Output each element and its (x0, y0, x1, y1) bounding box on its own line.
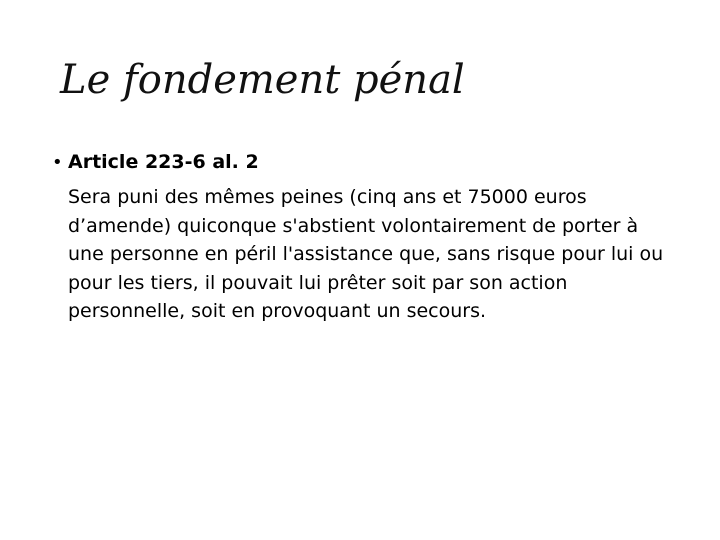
article-text: Sera puni des mêmes peines (cinq ans et 75000 euros d’amende) quiconque s'abstient volontairement de porter à une personne en péril l'assistance que, sans risque pour lui ou pour les tiers, il pouvait lui prêter soit par son action personnelle, soit en provoquant un secours. (68, 186, 664, 322)
article-heading: Article 223-6 al. 2 (68, 151, 259, 173)
bullet-marker: • (52, 152, 63, 173)
slide-body (52, 148, 672, 326)
bullet-item (52, 148, 672, 177)
slide-title: Le fondement pénal (60, 57, 465, 103)
